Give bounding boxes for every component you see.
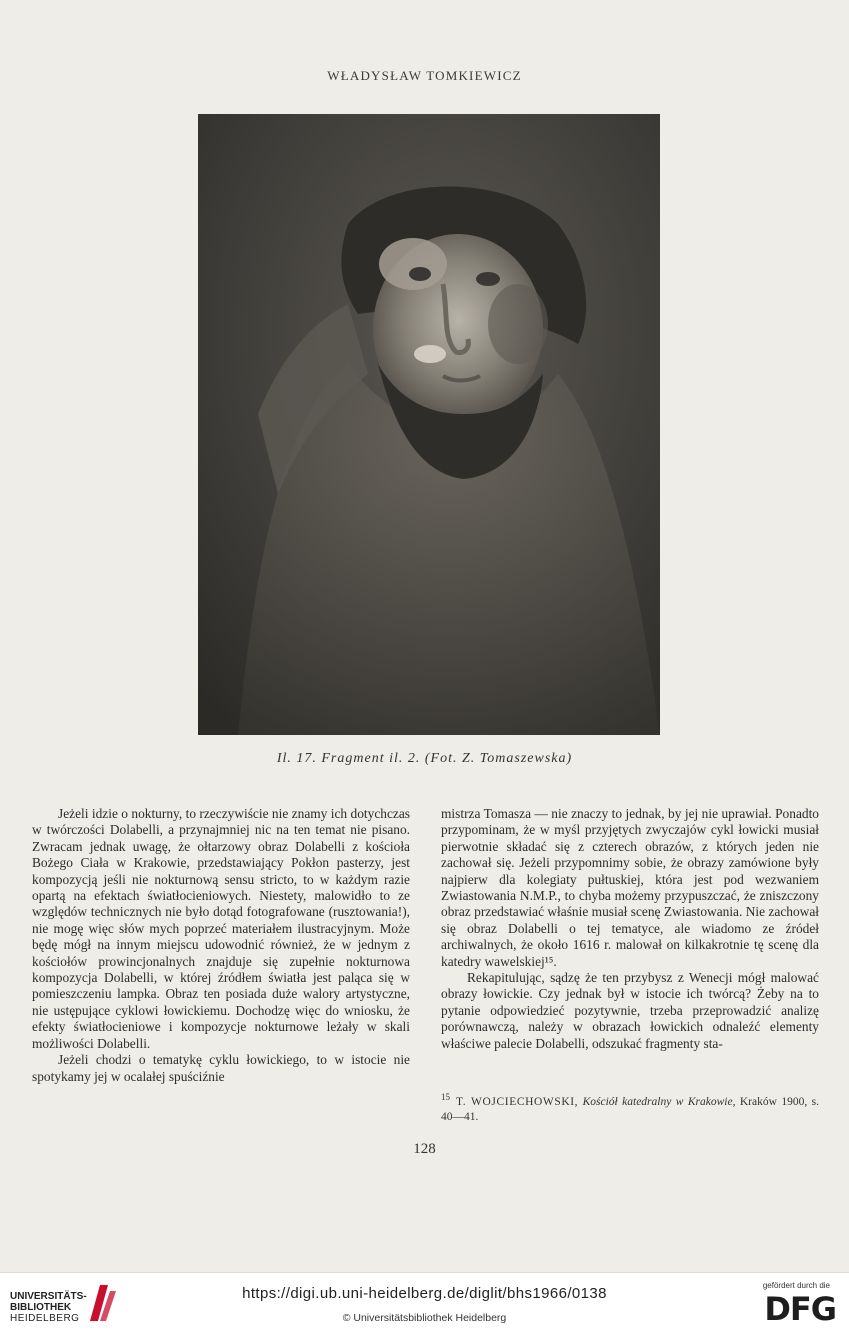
copyright-notice: © Universitätsbibliothek Heidelberg bbox=[342, 1312, 507, 1324]
footnote-number: 15 bbox=[441, 1092, 450, 1102]
library-line: BIBLIOTHEK bbox=[10, 1302, 72, 1313]
portrait-image bbox=[198, 114, 660, 735]
page-number: 128 bbox=[413, 1141, 436, 1157]
footnote-title: Kościół katedralny w Krakowie, bbox=[582, 1095, 736, 1108]
footnote bbox=[441, 1090, 819, 1125]
dfg-sponsor-text: gefördert durch die bbox=[762, 1281, 830, 1290]
running-head: WŁADYSŁAW TOMKIEWICZ bbox=[327, 68, 522, 83]
figure-portrait-photo bbox=[198, 114, 660, 735]
footnote-author: T. WOJCIECHOWSKI, bbox=[456, 1095, 579, 1108]
paragraph: Rekapitulując, sądzę że ten przybysz z Wenecji mógł malować obrazy łowickie. Czy jednak był w istocie ich twórcą? Żeby na to pytanie odpowiedzieć pozytywnie, trzeba przeprowadzić analizę porównawczą, należy w obrazach łowickich odnaleźć elementy właściwe palecie Dolabelli, odszukać fragmenty sta- bbox=[441, 970, 819, 1051]
text-column-right bbox=[441, 806, 819, 1052]
viewer-footer bbox=[0, 1272, 849, 1334]
permalink-url[interactable]: https://digi.ub.uni-heidelberg.de/diglit/bhs1966/0138 bbox=[242, 1285, 607, 1302]
dfg-logo: DFG bbox=[764, 1290, 836, 1328]
text-column-left bbox=[32, 806, 410, 1085]
figure-caption: Il. 17. Fragment il. 2. (Fot. Z. Tomaszewska) bbox=[276, 751, 573, 766]
library-line: UNIVERSITÄTS- bbox=[10, 1291, 87, 1302]
paragraph: Jeżeli chodzi o tematykę cyklu łowickiego, to w istocie nie spotykamy jej w ocalałej spuściźnie bbox=[32, 1052, 410, 1084]
footnote-rest: Kraków 1900, s. 40—41. bbox=[441, 1095, 819, 1123]
paragraph: mistrza Tomasza — nie znaczy to jednak, by jej nie uprawiał. Ponadto przypominam, że w myśl przyjętych zwyczajów cykl łowicki musiał pierwotnie składać się z czterech obrazów, z których jeden nie zachował się. Jeżeli przypomnimy sobie, że obrazy zamówione były najpierw dla kolegiaty pułtuskiej, która jest pod wezwaniem Zwiastowania N.M.P., to chyba możemy przypuszczać, że zniszczony obraz przedstawiać właśnie musiał scenę Zwiastowania. Nie zachował się obraz Dolabelli o tej tematyce, ale wiadomo ze źródeł archiwalnych, że około 1616 r. malował on kilkakrotnie tę scenę dla katedry wawelskiej¹⁵. bbox=[441, 806, 819, 969]
library-line: HEIDELBERG bbox=[10, 1313, 80, 1324]
paragraph: Jeżeli idzie o nokturny, to rzeczywiście nie znamy ich dotychczas w twórczości Dolabelli, a przynajmniej nic na ten temat nie pisano. Zwracam jednak uwagę, że ołtarzowy obraz Dolabelli z kościoła Bożego Ciała w Krakowie, przedstawiający Pokłon pasterzy, jest kompozycją jeśli nie nokturnową sensu stricto, to w każdym razie opartą na efektach światłocieniowych. Niestety, malowidło to ze względów technicznych nie było dotąd fotografowane (rusztowania!), nie mogę więc słów mych poprzeć materiałem ilustracyjnym. Może będę mógł na innym miejscu udowodnić również, że w jednym z kościołów prowincjonalnych znajduje się zupełnie nokturnowa kompozycja Dolabelli, w której źródłem światła jest paląca się w pomieszczeniu lampka. Obraz ten posiada duże walory artystyczne, nie ustępujące cyklowi łowickiemu. Dochodzę więc do wniosku, że efekty światłocieniowe i kompozycje nokturnowe leżały w skali możliwości Dolabelli. bbox=[32, 806, 410, 1051]
